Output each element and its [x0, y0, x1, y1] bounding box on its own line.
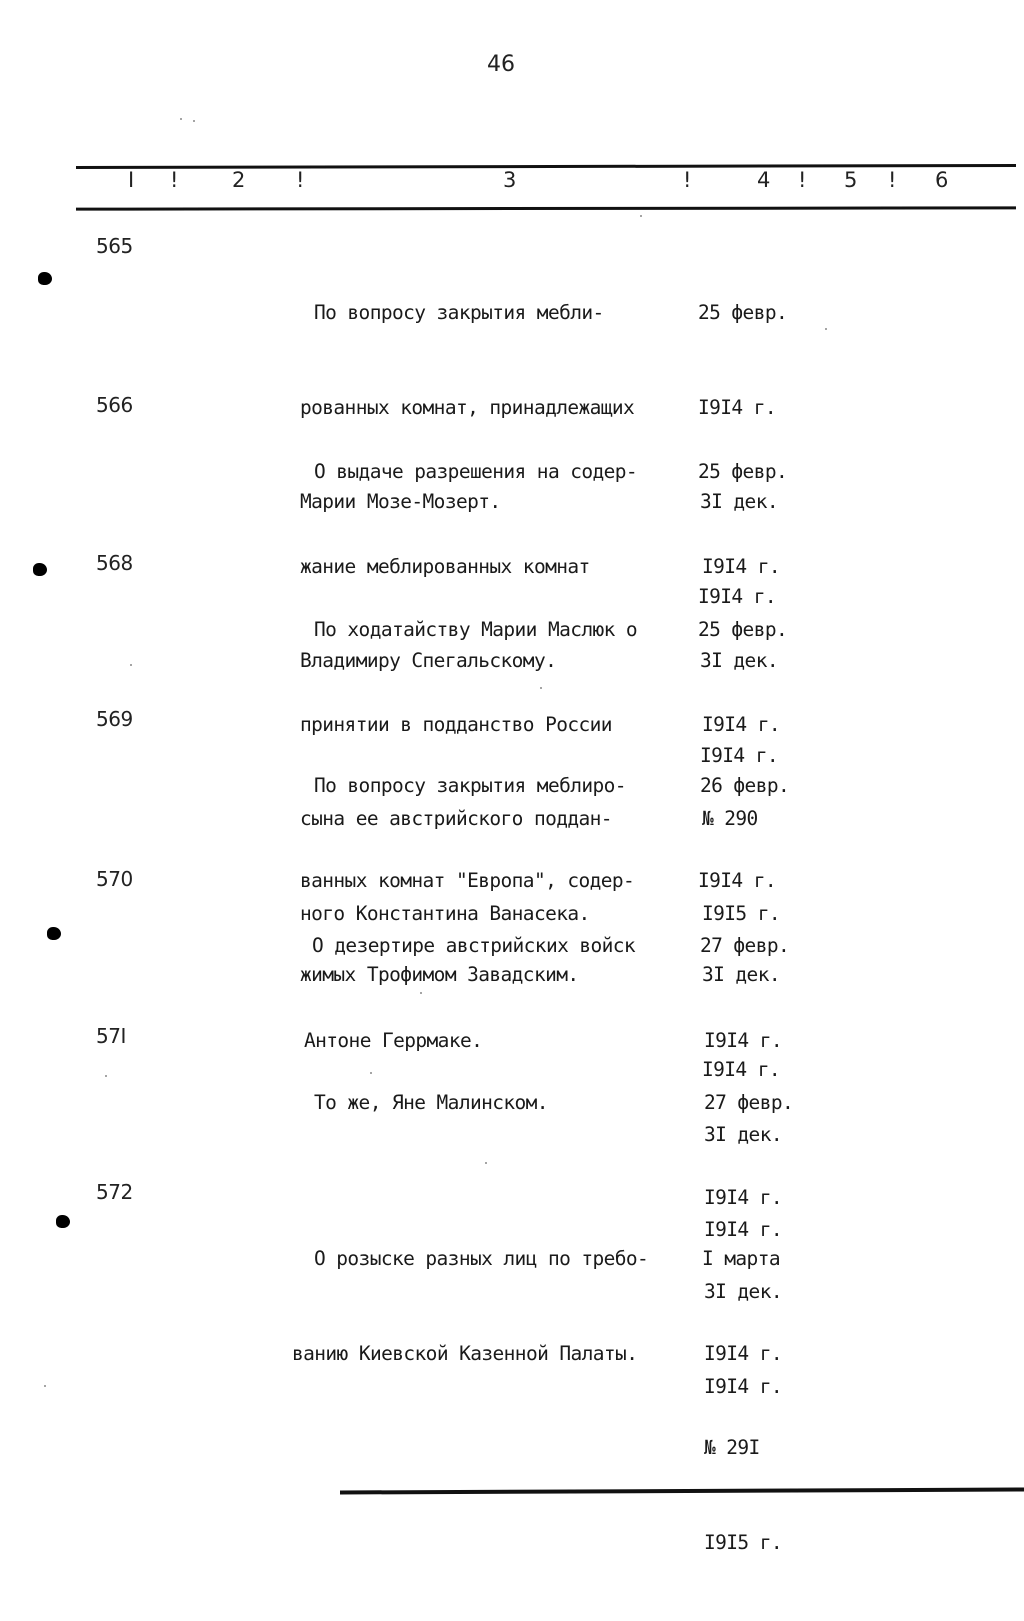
- scan-speck: [825, 328, 827, 330]
- entry-description: О дезертире австрийских войск Антоне Геррмаке.: [304, 934, 636, 1052]
- binder-hole-mark: [56, 1215, 70, 1228]
- entry-description: По ходатайству Марии Маслюк о принятии в подданство России сына ее австрийского поддан- ного Константина Ванасека.: [300, 618, 638, 925]
- scan-speck: [105, 1075, 107, 1077]
- entry-dates: 27 февр. I9I4 г. 3I дек. I9I4 г.: [700, 934, 790, 1241]
- scan-speck: [540, 687, 542, 689]
- column-header-3: 3: [503, 168, 517, 192]
- entry-number: 57I: [96, 1024, 126, 1048]
- column-header-2: 2: [232, 168, 246, 192]
- entry-number: 569: [96, 707, 133, 731]
- scan-speck: [370, 1072, 372, 1074]
- entry-number: 570: [96, 867, 133, 891]
- column-separator: !: [683, 168, 692, 192]
- table-header-rule: [76, 206, 1016, 210]
- entry-description: О розыске разных лиц по требо- ванию Киевской Казенной Палаты.: [292, 1247, 649, 1365]
- entry-dates: 25 февр. I9I4 г. 3I дек. I9I4 г.: [698, 301, 788, 608]
- entry-description: По вопросу закрытия мебли- рованных комнат, принадлежащих Марии Мозе-Мозерт.: [300, 301, 635, 513]
- binder-hole-mark: [38, 272, 52, 285]
- scan-speck: [130, 664, 132, 666]
- scan-speck: [640, 215, 642, 217]
- column-separator: !: [170, 168, 179, 192]
- scan-speck: [193, 120, 195, 122]
- entry-number: 565: [96, 234, 133, 258]
- entry-number: 568: [96, 551, 133, 575]
- column-header-1: I: [128, 168, 135, 192]
- column-header-4: 4: [757, 168, 771, 192]
- page-bottom-rule: [340, 1488, 1024, 1495]
- entry-dates: 26 февр. I9I4 г. 3I дек. I9I4 г.: [698, 774, 790, 1081]
- entry-dates: 25 февр. I9I4 г. № 290 I9I5 г.: [698, 618, 788, 925]
- entry-description: По вопросу закрытия меблиро- ванных комнат "Европа", содер- жимых Трофимом Завадским.: [300, 774, 635, 986]
- entry-number: 566: [96, 393, 133, 417]
- entry-number: 572: [96, 1180, 133, 1204]
- column-separator: !: [296, 168, 305, 192]
- page-number: 46: [487, 52, 515, 77]
- entry-dates: 27 февр. I9I4 г. 3I дек. I9I4 г.: [704, 1091, 794, 1398]
- scan-speck: [420, 992, 422, 994]
- entry-description: О выдаче разрешения на содер- жание меблированных комнат Владимиру Спегальскому.: [300, 460, 638, 672]
- entry-dates: I марта I9I4 г. № 29I I9I5 г.: [702, 1247, 782, 1554]
- column-header-5: 5: [844, 168, 858, 192]
- scan-speck: [485, 1162, 487, 1164]
- column-header-6: 6: [935, 168, 949, 192]
- binder-hole-mark: [47, 927, 61, 940]
- binder-hole-mark: [33, 563, 47, 576]
- entry-description: То же, Яне Малинском.: [314, 1091, 548, 1114]
- column-separator: !: [798, 168, 807, 192]
- entry-dates: 25 февр. I9I4 г. 3I дек. I9I4 г.: [698, 460, 788, 767]
- scan-speck: [180, 118, 182, 120]
- table-header: [0, 168, 1024, 198]
- column-separator: !: [888, 168, 897, 192]
- scan-speck: [44, 1385, 46, 1387]
